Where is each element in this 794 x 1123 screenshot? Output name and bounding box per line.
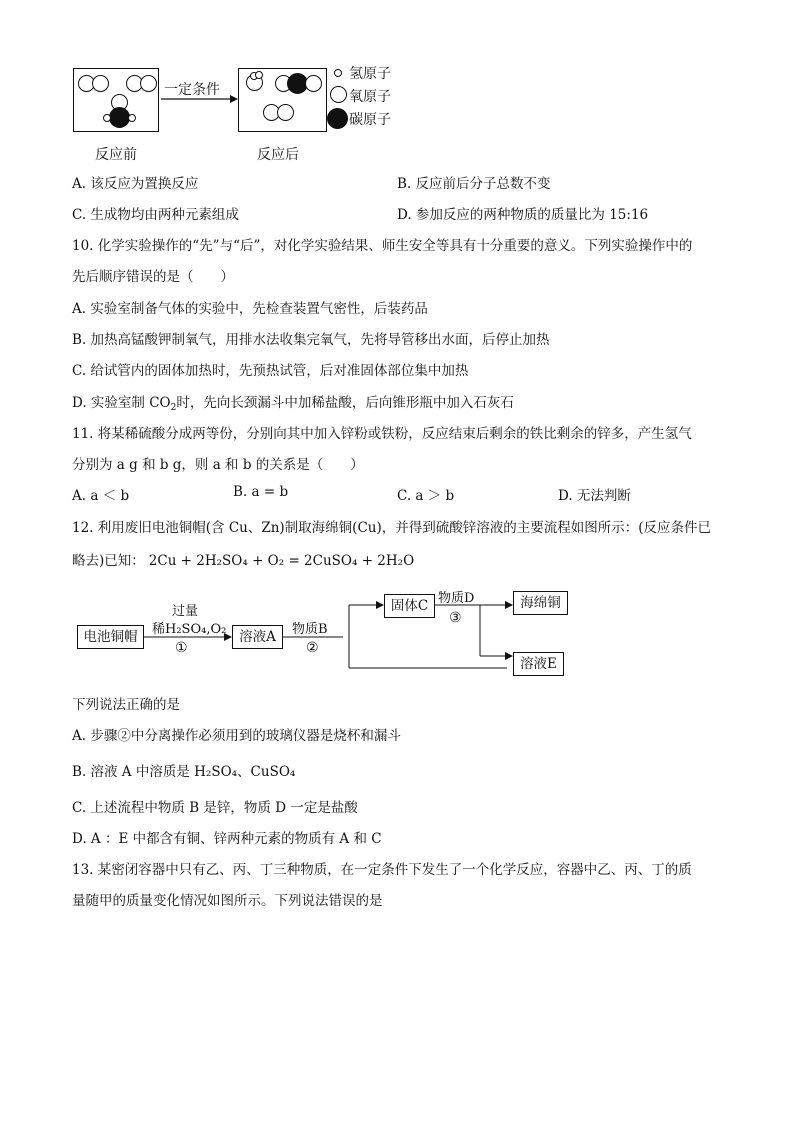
q10-stem-line1: 10. 化学实验操作的“先”与“后”，对化学实验结果、师生安全等具有十分重要的意义。下列实验操作中的 <box>72 238 693 254</box>
q11-option-d: D. 无法判断 <box>558 488 631 504</box>
before-label: 反应前 <box>95 147 137 163</box>
q11-option-c: C. a ＞ b <box>397 488 455 504</box>
q12-option-d: D. A ：E 中都含有铜、锌两种元素的物质有 A 和 C <box>72 831 382 847</box>
flow-step1-number: ① <box>175 640 188 656</box>
q13-stem-line2: 量随甲的质量变化情况如图所示。下列说法错误的是 <box>72 893 383 909</box>
reaction-arrow-label: 一定条件 <box>164 82 220 98</box>
q11-option-a: A. a ＜ b <box>72 488 130 504</box>
q12-equation: 2Cu + 2H₂SO₄ + O₂ = 2CuSO₄ + 2H₂O <box>148 553 415 569</box>
q12-stem-line1: 12. 利用废旧电池铜帽(含 Cu、Zn)制取海绵铜(Cu)，并得到硫酸锌溶液的主要流程如图所示：(反应条件已 <box>72 520 712 536</box>
legend-hydrogen: 氢原子 <box>349 66 391 82</box>
flow-step3-reagent: 物质D <box>438 591 475 606</box>
flow-solution-a-box: 溶液A <box>232 625 283 649</box>
flow-step2-number: ② <box>306 640 319 656</box>
flow-step1-reagent: 稀H₂SO₄,O₂ <box>152 622 227 637</box>
q9-option-a: A. 该反应为置换反应 <box>72 176 199 192</box>
q11-option-b: B. a = b <box>233 484 289 500</box>
after-label: 反应后 <box>257 147 299 163</box>
q12-option-c: C. 上述流程中物质 B 是锌，物质 D 一定是盐酸 <box>72 800 358 816</box>
legend-carbon: 碳原子 <box>349 112 391 128</box>
q11-stem-line2: 分别为 a g 和 b g，则 a 和 b 的关系是（ ） <box>72 457 364 473</box>
q11-stem-line1: 11. 将某稀硫酸分成两等份，分别向其中加入锌粉或铁粉，反应结束后剩余的铁比剩余的锌多，产生氢气 <box>72 426 692 442</box>
flow-solid-c-box: 固体C <box>384 594 435 618</box>
q9-option-c: C. 生成物均由两种元素组成 <box>72 207 239 223</box>
q12-question: 下列说法正确的是 <box>72 697 180 713</box>
q12-option-a: A. 步骤②中分离操作必须用到的玻璃仪器是烧杯和漏斗 <box>72 728 401 744</box>
q9-option-b: B. 反应前后分子总数不变 <box>397 176 551 192</box>
q10-option-d: D. 实验室制 $CO_2$时，先向长颈漏斗中加稀盐酸，后向锥形瓶中加入石灰石 <box>72 395 514 413</box>
q10-option-a: A. 实验室制备气体的实验中，先检查装置气密性，后装药品 <box>72 301 428 317</box>
q10-option-c: C. 给试管内的固体加热时，先预热试管，后对准固体部位集中加热 <box>72 363 469 379</box>
q10-stem-line2: 先后顺序错误的是（ ） <box>72 269 234 285</box>
q9-option-d: D. 参加反应的两种物质的质量比为 15:16 <box>397 207 649 223</box>
legend-oxygen: 氧原子 <box>349 89 391 105</box>
flow-step2-reagent: 物质B <box>292 622 328 637</box>
q10-option-b: B. 加热高锰酸钾制氧气，用排水法收集完氧气，先将导管移出水面，后停止加热 <box>72 332 550 348</box>
q13-stem-line1: 13. 某密闭容器中只有乙、丙、丁三种物质，在一定条件下发生了一个化学反应，容器中乙、丙、丁的质 <box>72 862 692 878</box>
q12-stem-line2: 略去)已知： 2Cu + 2H₂SO₄ + O₂ = 2CuSO₄ + 2H₂O <box>72 553 415 569</box>
flow-solution-e-box: 溶液E <box>513 652 564 676</box>
flow-step3-number: ③ <box>449 610 462 626</box>
flow-start-box: 电池铜帽 <box>77 625 144 649</box>
flow-step1-top: 过量 <box>172 604 199 619</box>
q12-option-b: B. 溶液 A 中溶质是 H₂SO₄、CuSO₄ <box>72 764 296 780</box>
flow-product-box: 海绵铜 <box>513 591 568 615</box>
